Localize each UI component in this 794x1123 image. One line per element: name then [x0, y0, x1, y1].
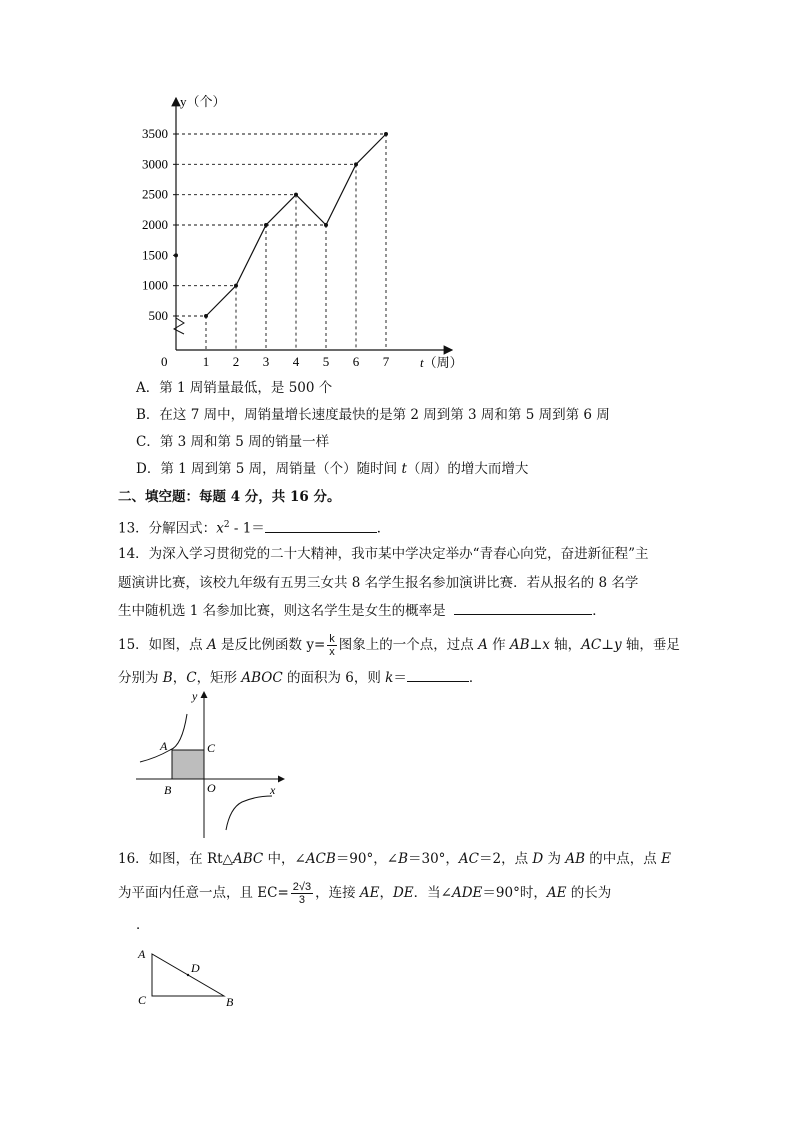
q15-end: ． — [468, 670, 483, 686]
y-tick-label: 2500 — [142, 186, 168, 202]
q15-text: ＝ — [393, 670, 407, 686]
point-d — [187, 974, 189, 976]
q16-line-2 — [118, 881, 611, 906]
q15-fraction — [327, 633, 337, 658]
q15-var-k: k — [385, 670, 394, 686]
x-axis-label: t（周） — [420, 355, 463, 370]
q16-text: ＝90°，∠ — [335, 851, 399, 867]
q16-fraction — [291, 881, 313, 906]
q16-var-AB: AB — [565, 851, 585, 867]
q16-text: 中，∠ — [263, 851, 306, 867]
q15-var-B: B — [162, 670, 173, 686]
q16-var-ADE: ADE — [451, 885, 483, 901]
x-tick-label: 7 — [382, 354, 390, 369]
q16-fraction-denominator: 3 — [298, 894, 305, 906]
q16-text: 16．如图，在 Rt△ — [118, 851, 233, 867]
q16-var-D: D — [532, 851, 544, 867]
q15-text: 轴， — [549, 637, 582, 653]
q16-text: ＝30°， — [407, 851, 459, 867]
x-tick-label: 5 — [322, 354, 330, 369]
q15-text: 轴，垂足 — [621, 637, 680, 653]
q16-var-E: E — [661, 851, 671, 867]
fig15-label-x: x — [270, 783, 276, 797]
q15-text: 15．如图，点 — [118, 637, 207, 653]
q14-end: ． — [592, 603, 606, 619]
y-axis-marker-point — [174, 253, 178, 257]
q15-text: 是反比例函数 y= — [216, 637, 326, 653]
data-point — [324, 223, 328, 227]
question-13 — [118, 515, 390, 539]
q15-text: ， — [172, 670, 187, 686]
origin-label: 0 — [161, 354, 168, 369]
q16-text: ＝2，点 — [479, 851, 533, 867]
y-tick-label: 500 — [148, 308, 168, 323]
fig16-label-C: C — [138, 993, 147, 1007]
q15-fraction-denominator: x — [329, 646, 335, 658]
q15-answer-blank[interactable] — [407, 667, 469, 682]
data-point — [384, 132, 388, 136]
sales-line-chart — [142, 92, 463, 377]
section-heading: 二、填空题：每题 4 分，共 16 分。 — [118, 489, 341, 505]
y-tick-label: 3000 — [142, 156, 168, 172]
q15-var-C: C — [186, 670, 197, 686]
q14-line-1: 14．为深入学习贯彻党的二十大精神，我市某中学决定举办“青春心向党，奋进新征程”主 — [118, 546, 649, 562]
q15-text: 图象上的一个点，过点 — [338, 637, 479, 653]
q16-text: 的长为 — [566, 885, 612, 901]
fig16-label-B: B — [226, 995, 234, 1009]
q16-text: ＝90°时， — [482, 885, 547, 901]
question-14-line-3 — [118, 600, 606, 621]
q15-text: 作 — [487, 637, 510, 653]
q16-text: 为 — [543, 851, 566, 867]
q12-option-d-pre: D．第 1 周到第 5 周，周销量（个）随时间 — [136, 461, 402, 477]
q16-var-AE: AE — [546, 885, 567, 901]
q13-var: x — [216, 520, 224, 537]
q15-line-1 — [118, 633, 680, 658]
q16-text: ， — [379, 885, 393, 901]
q15-line-2 — [118, 667, 482, 688]
fig16-label-A: A — [138, 947, 146, 961]
data-point — [294, 193, 298, 197]
data-point — [354, 162, 358, 166]
q16-text: ．当∠ — [413, 885, 452, 901]
q12-option-d — [136, 459, 528, 479]
fig15-label-y: y — [192, 689, 198, 703]
q12-option-d-var: t — [401, 461, 407, 477]
x-tick-label: 2 — [232, 354, 240, 369]
q16-var-B: B — [398, 851, 408, 867]
x-tick-label: 3 — [262, 354, 270, 369]
q15-text: 的面积为 6，则 — [282, 670, 386, 686]
rectangle-abo-c — [172, 750, 204, 779]
fig15-label-A: A — [160, 739, 168, 753]
q16-var-ACB: ACB — [305, 851, 336, 867]
q13-sup: 2 — [223, 520, 230, 530]
data-point — [264, 223, 268, 227]
q15-var-AB: AB⊥x — [509, 637, 550, 653]
q13-pre: 13．分解因式： — [118, 520, 217, 537]
x-tick-label: 4 — [292, 354, 300, 369]
q16-text: ，连接 — [315, 885, 360, 901]
q16-var-AE: AE — [359, 885, 380, 901]
data-point — [234, 284, 238, 288]
x-tick-label: 1 — [202, 354, 210, 369]
q12-option-b: B．在这 7 周中，周销量增长速度最快的是第 2 周到第 3 周和第 5 周到第 6 周 — [136, 407, 610, 423]
q16-text: 的中点，点 — [585, 851, 662, 867]
q16-var-DE: DE — [392, 885, 414, 901]
q16-line-3: ． — [136, 917, 150, 933]
q12-option-d-post: （周）的增大而增大 — [406, 461, 529, 477]
fig15-label-C: C — [207, 741, 216, 755]
q16-line-1 — [118, 849, 671, 869]
y-tick-label: 2000 — [142, 217, 168, 232]
q15-var-A: A — [206, 637, 217, 653]
y-axis-label: y（个） — [180, 94, 226, 109]
q13-answer-blank[interactable] — [265, 518, 377, 533]
q16-var-ABC: ABC — [232, 851, 264, 867]
q16-fraction-numerator: 2√3 — [292, 881, 312, 893]
q14-answer-blank[interactable] — [454, 600, 592, 615]
q16-triangle-figure — [132, 944, 244, 1010]
q14-line-3-text: 生中随机选 1 名参加比赛，则这名学生是女生的概率是 — [118, 603, 446, 619]
q15-var-AC: AC⊥y — [581, 637, 622, 653]
x-tick-label: 6 — [352, 354, 360, 369]
q13-post: - 1＝ — [229, 520, 265, 537]
q12-option-a: A．第 1 周销量最低，是 500 个 — [136, 380, 333, 396]
y-tick-label: 1500 — [142, 247, 168, 263]
y-tick-label: 1000 — [142, 277, 168, 293]
q15-text: ，矩形 — [196, 670, 242, 686]
q14-line-2: 题演讲比赛，该校九年级有五男三女共 8 名学生报名参加演讲比赛．若从报名的 8 名学 — [118, 575, 639, 591]
q15-var-A: A — [478, 637, 488, 653]
q12-option-c: C．第 3 周和第 5 周的销量一样 — [136, 434, 330, 450]
fig16-label-D: D — [191, 961, 200, 975]
data-point — [204, 314, 208, 318]
q16-text: 为平面内任意一点，且 EC= — [118, 885, 289, 901]
hyperbola-branch-lower-right — [226, 796, 272, 830]
q15-var-ABOC: ABOC — [241, 670, 283, 686]
fig15-label-O: O — [207, 781, 216, 795]
q15-text: 分别为 — [118, 670, 163, 686]
q15-fraction-numerator: k — [329, 633, 335, 645]
q16-var-AC: AC — [458, 851, 480, 867]
fig15-label-B: B — [164, 783, 172, 797]
y-tick-label: 3500 — [142, 126, 168, 141]
q15-hyperbola-figure — [132, 688, 292, 840]
q13-end: ． — [376, 520, 391, 537]
